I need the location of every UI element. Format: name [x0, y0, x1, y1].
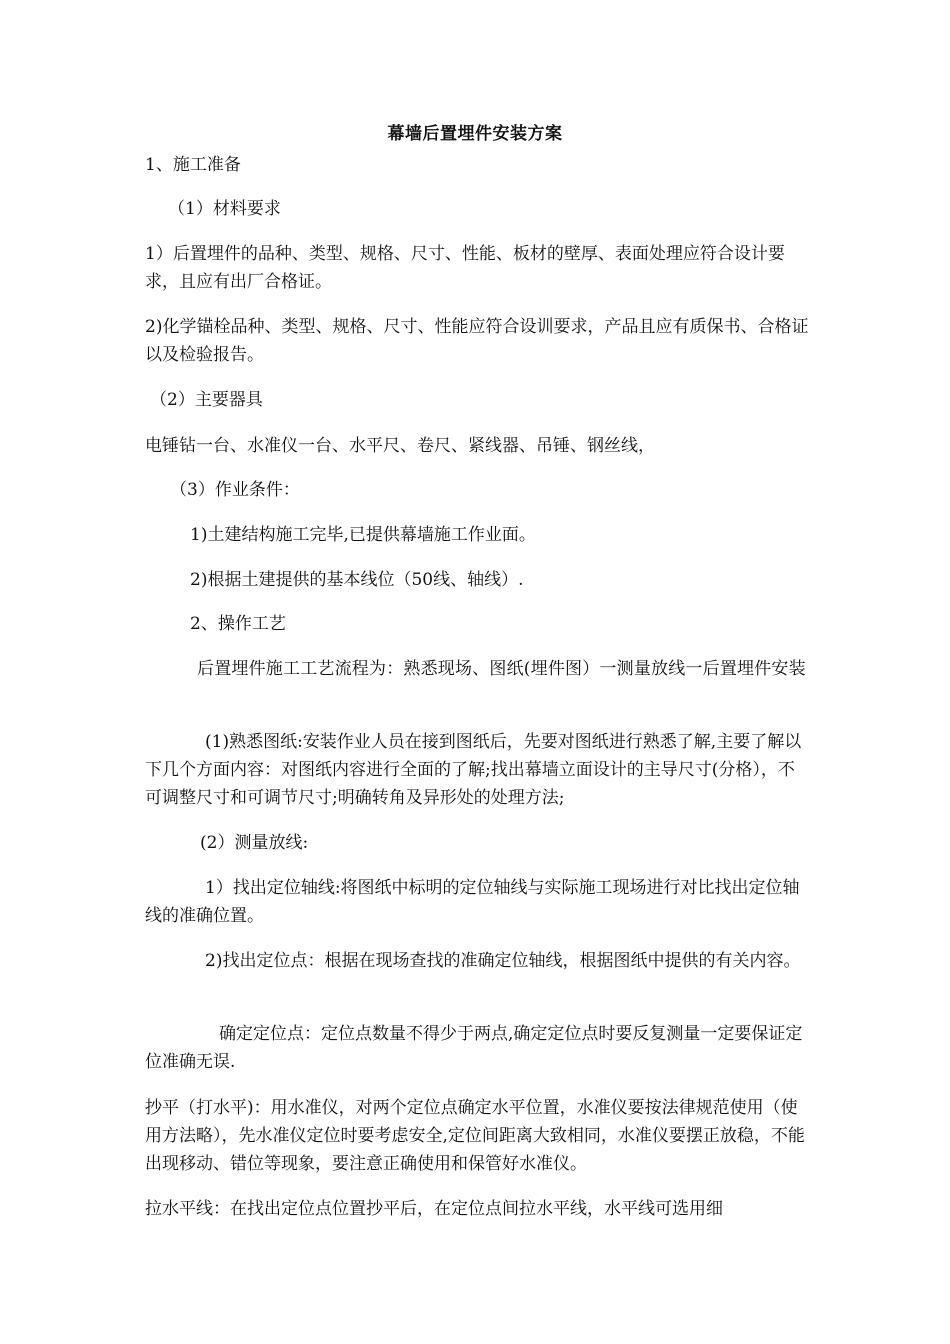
paragraph-locate-axis: 1）找出定位轴线:将图纸中标明的定位轴线与实际施工现场进行对比找出定位轴线的准确位置。	[145, 878, 800, 926]
subheading-material-requirements: （1）材料要求	[168, 199, 281, 219]
document-title: 幕墙后置埋件安装方案	[387, 124, 563, 144]
paragraph-locate-points: 2)找出定位点：根据在现场查找的准确定位轴线，根据图纸中提供的有关内容。	[205, 951, 801, 971]
paragraph-tool-list: 电锤钻一台、水准仪一台、水平尺、卷尺、紧线器、吊锤、钢丝线，	[145, 436, 655, 456]
subheading-survey-layout: (2）测量放线:	[200, 833, 309, 853]
paragraph-embedded-parts-requirement: 1）后置埋件的品种、类型、规格、尺寸、性能、板材的壁厚、表面处理应符合设计要求，且应有出厂合格证。	[145, 244, 785, 292]
subheading-main-tools: （2）主要器具	[150, 390, 263, 410]
paragraph-chemical-anchor-requirement: 2)化学锚栓品种、类型、规格、尺寸、性能应符合设训要求，产品且应有质保书、合格证以及检验报告。	[145, 317, 809, 365]
section-heading-process: 2、操作工艺	[190, 614, 286, 634]
paragraph-condition-2: 2)根据土建提供的基本线位（50线、轴线）.	[190, 570, 524, 590]
paragraph-process-flow: 后置埋件施工工艺流程为：熟悉现场、图纸(埋件图）一测量放线一后置埋件安装	[197, 659, 806, 679]
paragraph-confirm-points: 确定定位点：定位点数量不得少于两点,确定定位点时要反复测量一定要保证定位准确无误.	[145, 1024, 803, 1072]
paragraph-level-line: 拉水平线：在找出定位点位置抄平后，在定位点间拉水平线，水平线可选用细	[145, 1199, 723, 1219]
paragraph-leveling: 抄平（打水平)：用水准仪，对两个定位点确定水平位置，水准仪要按法律规范使用（使用方法略），先水准仪定位时要考虑安全,定位间距离大致相同，水准仪要摆正放稳，不能出现移动、错位等现象，要注意正确使用和保管好水准仪。	[145, 1098, 805, 1174]
section-heading-preparation: 1、施工准备	[145, 155, 241, 175]
paragraph-familiarize-drawings: (1)熟悉图纸:安装作业人员在接到图纸后，先要对图纸进行熟悉了解,主要了解以下几个方面内容：对图纸内容进行全面的了解;找出幕墙立面设计的主导尺寸(分格），不可调整尺寸和可调节尺寸;明确转角及异形处的处理方法;	[145, 732, 802, 808]
subheading-work-conditions: （3）作业条件：	[170, 480, 300, 500]
paragraph-condition-1: 1)土建结构施工完毕,已提供幕墙施工作业面。	[190, 525, 536, 545]
